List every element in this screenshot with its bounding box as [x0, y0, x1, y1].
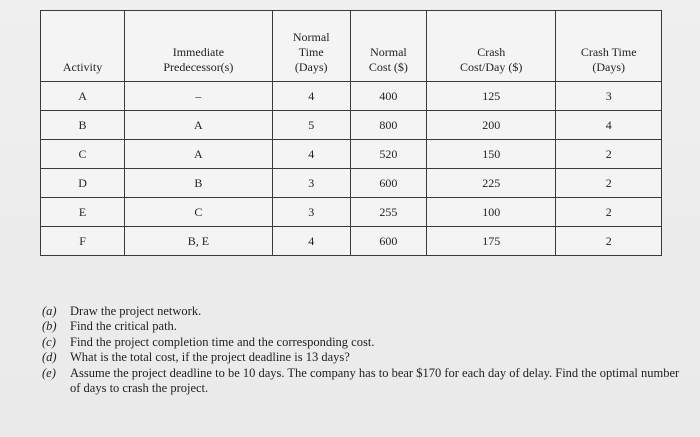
question-text: What is the total cost, if the project deadline is 13 days? — [70, 350, 350, 365]
question-text: Find the critical path. — [70, 319, 177, 334]
table-row — [41, 198, 662, 227]
cell-normal-time: 4 — [272, 82, 350, 111]
header-predecessor-line-1: Immediate — [172, 45, 225, 59]
cell-normal-time: 3 — [272, 169, 350, 198]
cell-normal-time: 3 — [272, 198, 350, 227]
header-crash-time-line-2: (Days) — [592, 60, 626, 74]
cell-normal-cost: 800 — [350, 111, 426, 140]
question-item — [42, 366, 692, 397]
question-item — [42, 304, 692, 319]
table-row — [41, 82, 662, 111]
question-item — [42, 335, 692, 350]
cell-normal-cost: 600 — [350, 227, 426, 256]
cell-predecessor: A — [125, 140, 272, 169]
cell-normal-cost: 400 — [350, 82, 426, 111]
table-row — [41, 169, 662, 198]
cell-activity: D — [41, 169, 125, 198]
header-normal-cost-line-1: Normal — [370, 45, 407, 59]
question-label: (a) — [42, 304, 57, 318]
cell-normal-cost: 520 — [350, 140, 426, 169]
header-normal-cost — [350, 11, 426, 82]
header-normal-time-line-1: Normal — [292, 30, 330, 44]
header-crash-cost-line-2: Cost/Day ($) — [460, 60, 523, 74]
question-item — [42, 350, 692, 365]
cell-normal-time: 5 — [272, 111, 350, 140]
question-text: Assume the project deadline to be 10 days. The company has to bear $170 for each day of delay. Find the optimal number of days to crash the project. — [70, 365, 680, 396]
cell-activity: F — [41, 227, 125, 256]
cell-predecessor: A — [125, 111, 272, 140]
table-header-row — [41, 11, 662, 82]
cell-activity: A — [41, 82, 125, 111]
table-row — [41, 111, 662, 140]
cell-crash-cost: 100 — [427, 198, 556, 227]
cell-normal-cost: 600 — [350, 169, 426, 198]
question-list — [42, 304, 692, 396]
table-row — [41, 140, 662, 169]
project-activity-table — [40, 10, 662, 256]
cell-crash-time: 3 — [556, 82, 662, 111]
cell-activity: E — [41, 198, 125, 227]
cell-predecessor: B, E — [125, 227, 272, 256]
cell-crash-time: 2 — [556, 140, 662, 169]
header-crash-cost-line-1: Crash — [477, 45, 506, 59]
table-row — [41, 227, 662, 256]
cell-normal-time: 4 — [272, 140, 350, 169]
cell-activity: C — [41, 140, 125, 169]
cell-activity: B — [41, 111, 125, 140]
cell-crash-cost: 225 — [427, 169, 556, 198]
header-normal-time-line-3: (Days) — [294, 60, 328, 74]
cell-crash-cost: 200 — [427, 111, 556, 140]
question-label: (c) — [42, 334, 56, 349]
header-normal-cost-line-2: Cost ($) — [368, 60, 408, 74]
cell-predecessor: B — [125, 169, 272, 198]
cell-crash-time: 2 — [556, 169, 662, 198]
cell-crash-cost: 150 — [427, 140, 556, 169]
header-predecessor — [125, 11, 272, 82]
question-text: Draw the project network. — [70, 304, 202, 318]
cell-predecessor: C — [125, 198, 272, 227]
header-activity-text: Activity — [62, 60, 103, 74]
header-crash-time — [556, 11, 662, 82]
cell-crash-time: 2 — [556, 227, 662, 256]
question-label: (d) — [42, 350, 57, 365]
cell-normal-cost: 255 — [350, 198, 426, 227]
header-predecessor-line-2: Predecessor(s) — [163, 60, 234, 74]
header-normal-time-line-2: Time — [298, 45, 324, 59]
cell-crash-time: 4 — [556, 111, 662, 140]
cell-crash-cost: 125 — [427, 82, 556, 111]
header-crash-time-line-1: Crash Time — [580, 45, 637, 59]
header-crash-cost — [427, 11, 556, 82]
question-item — [42, 319, 692, 334]
cell-predecessor: – — [125, 82, 272, 111]
question-label: (e) — [42, 365, 56, 380]
cell-crash-time: 2 — [556, 198, 662, 227]
header-activity — [41, 11, 125, 82]
question-label: (b) — [42, 319, 57, 334]
cell-crash-cost: 175 — [427, 227, 556, 256]
question-text: Find the project completion time and the corresponding cost. — [70, 334, 375, 349]
cell-normal-time: 4 — [272, 227, 350, 256]
header-normal-time — [272, 11, 350, 82]
